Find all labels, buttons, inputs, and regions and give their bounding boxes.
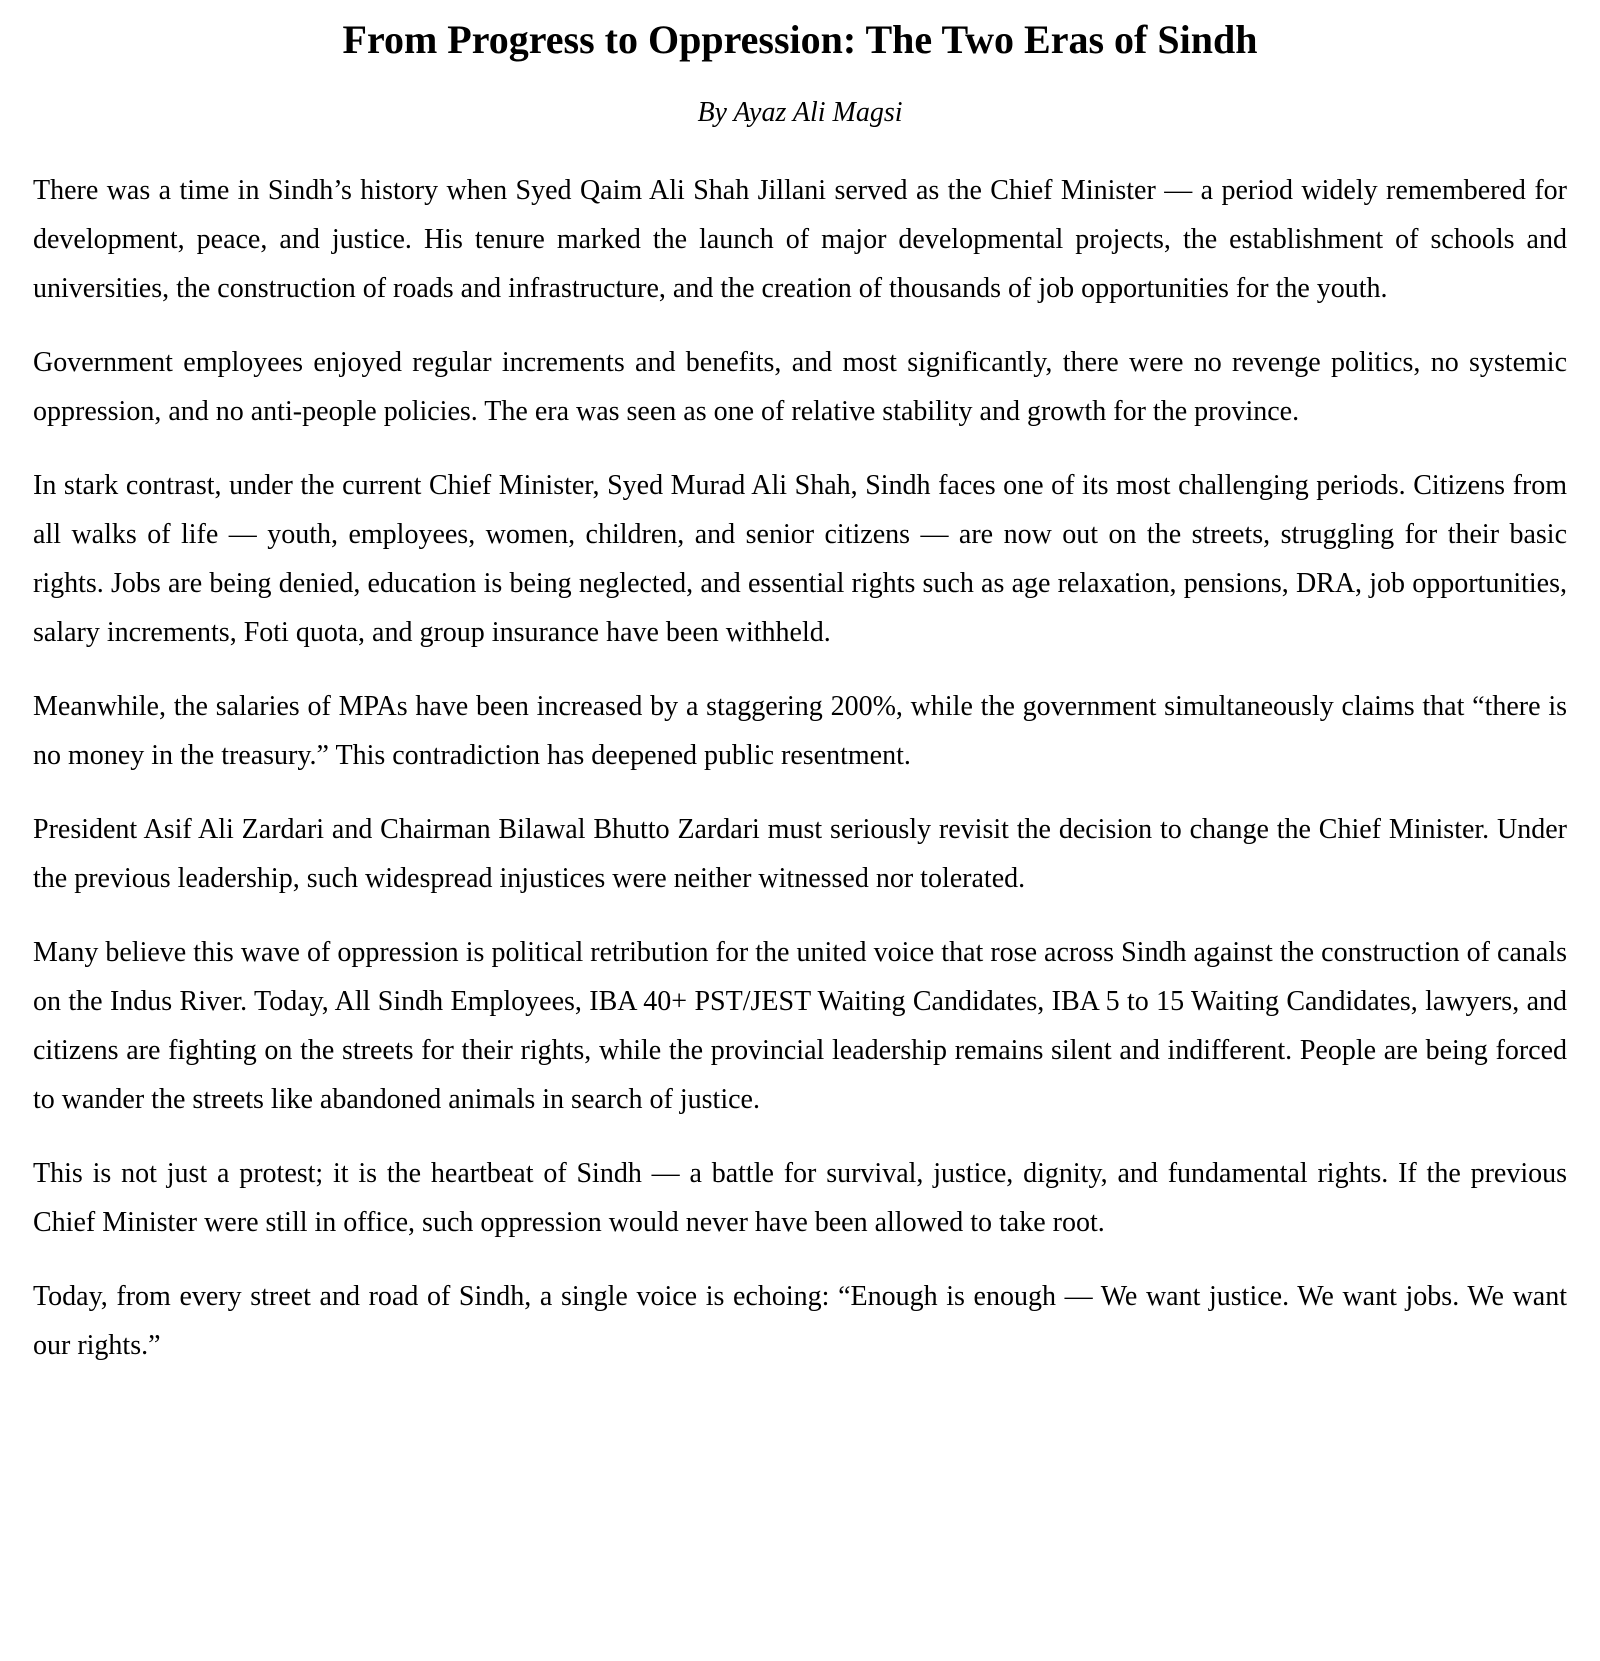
article-body xyxy=(33,166,1567,1370)
paragraph-7: This is not just a protest; it is the heartbeat of Sindh — a battle for survival, justice, dignity, and fundamental rights. If the previous Chief Minister were still in office, such oppression would never have been allowed to take root. xyxy=(33,1158,1567,1238)
paragraph-3: In stark contrast, under the current Chief Minister, Syed Murad Ali Shah, Sindh faces one of its most challenging periods. Citizens from all walks of life — youth, employees, women, children, and senior citizens — are now out on the streets, struggling for their basic rights. Jobs are being denied, education is being neglected, and essential rights such as age relaxation, pensions, DRA, job opportunities, salary increments, Foti quota, and group insurance have been withheld. xyxy=(33,470,1567,648)
document-title: From Progress to Oppression: The Two Eras of Sindh xyxy=(342,17,1258,62)
paragraph-6: Many believe this wave of oppression is political retribution for the united voice that rose across Sindh against the construction of canals on the Indus River. Today, All Sindh Employees, IBA 40+ PST/JEST Waiting Candidates, IBA 5 to 15 Waiting Candidates, lawyers, and citizens are fighting on the streets for their rights, while the provincial leadership remains silent and indifferent. People are being forced to wander the streets like abandoned animals in search of justice. xyxy=(33,937,1567,1115)
paragraph-8: Today, from every street and road of Sindh, a single voice is echoing: “Enough is enough — We want justice. We want jobs. We want our rights.” xyxy=(33,1281,1567,1361)
document-byline: By Ayaz Ali Magsi xyxy=(697,97,903,128)
paragraph-4: Meanwhile, the salaries of MPAs have been increased by a staggering 200%, while the government simultaneously claims that “there is no money in the treasury.” This contradiction has deepened public resentment. xyxy=(33,691,1567,771)
paragraph-2: Government employees enjoyed regular increments and benefits, and most significantly, there were no revenge politics, no systemic oppression, and no anti-people policies. The era was seen as one of relative stability and growth for the province. xyxy=(33,347,1567,427)
paragraph-5: President Asif Ali Zardari and Chairman Bilawal Bhutto Zardari must seriously revisit the decision to change the Chief Minister. Under the previous leadership, such widespread injustices were neither witnessed nor tolerated. xyxy=(33,814,1567,894)
paragraph-1: There was a time in Sindh’s history when Syed Qaim Ali Shah Jillani served as the Chief Minister — a period widely remembered for development, peace, and justice. His tenure marked the launch of major developmental projects, the establishment of schools and universities, the construction of roads and infrastructure, and the creation of thousands of job opportunities for the youth. xyxy=(33,175,1567,304)
